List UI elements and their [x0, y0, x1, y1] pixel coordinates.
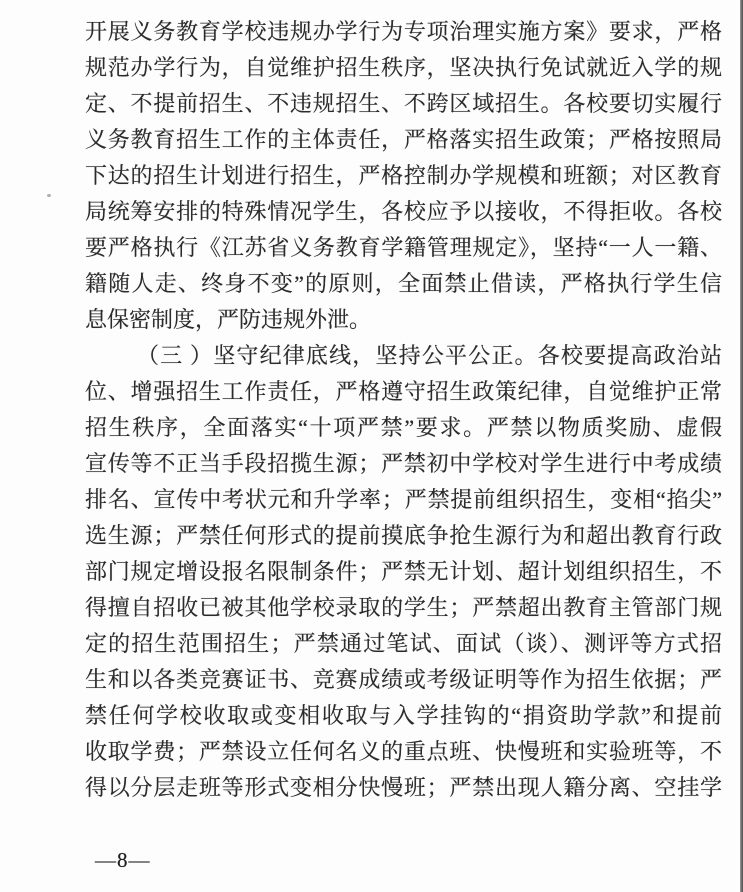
text-line: 部门规定增设报名限制条件；严禁无计划、超计划组织招生，不 — [85, 559, 722, 584]
text-line: 籍随人走、终身不变”的原则，全面禁止借读，严格执行学生信 — [85, 271, 722, 296]
text-line-paragraph-end: 息保密制度，严防违规外泄。 — [85, 307, 372, 332]
text-line: 局统筹安排的特殊情况学生，各校应予以接收，不得拒收。各校 — [85, 199, 722, 224]
text-line: 规范办学行为，自觉维护招生秩序，坚决执行免试就近入学的规 — [85, 55, 722, 80]
text-line: 定、不提前招生、不违规招生、不跨区域招生。各校要切实履行 — [85, 91, 722, 116]
text-line: 招生秩序，全面落实“十项严禁”要求。严禁以物质奖励、虚假 — [85, 415, 722, 440]
text-line: 要严格执行《江苏省义务教育学籍管理规定》，坚持“一人一籍、 — [85, 235, 722, 260]
text-line: 位、增强招生工作责任，严格遵守招生政策纪律，自觉维护正常 — [85, 379, 722, 404]
document-body — [85, 14, 722, 806]
text-line: 义务教育招生工作的主体责任，严格落实招生政策；严格按照局 — [85, 127, 722, 152]
text-line: 下达的招生计划进行招生，严格控制办学规模和班额；对区教育 — [85, 163, 722, 188]
text-line: 排名、宣传中考状元和升学率；严禁提前组织招生，变相“掐尖” — [85, 487, 722, 512]
text-line-paragraph-start: （三 ）坚守纪律底线，坚持公平公正。各校要提高政治站 — [137, 343, 722, 368]
text-line: 生和以各类竞赛证书、竞赛成绩或考级证明等作为招生依据；严 — [85, 667, 722, 692]
text-line: 定的招生范围招生；严禁通过笔试、面试（谈）、测评等方式招 — [85, 631, 722, 656]
scan-speck — [47, 194, 51, 197]
text-line: 宣传等不正当手段招揽生源；严禁初中学校对学生进行中考成绩 — [85, 451, 722, 476]
text-line: 开展义务教育学校违规办学行为专项治理实施方案》要求，严格 — [85, 19, 722, 44]
text-line: 收取学费；严禁设立任何名义的重点班、快慢班和实验班等，不 — [85, 739, 722, 764]
page-number: —8— — [95, 848, 151, 872]
text-line: 得以分层走班等形式变相分快慢班；严禁出现人籍分离、空挂学 — [85, 775, 722, 800]
text-line: 选生源；严禁任何形式的提前摸底争抢生源行为和超出教育行政 — [85, 523, 722, 548]
text-line: 得擅自招收已被其他学校录取的学生；严禁超出教育主管部门规 — [85, 595, 722, 620]
text-line: 禁任何学校收取或变相收取与入学挂钩的“捐资助学款”和提前 — [85, 703, 722, 728]
